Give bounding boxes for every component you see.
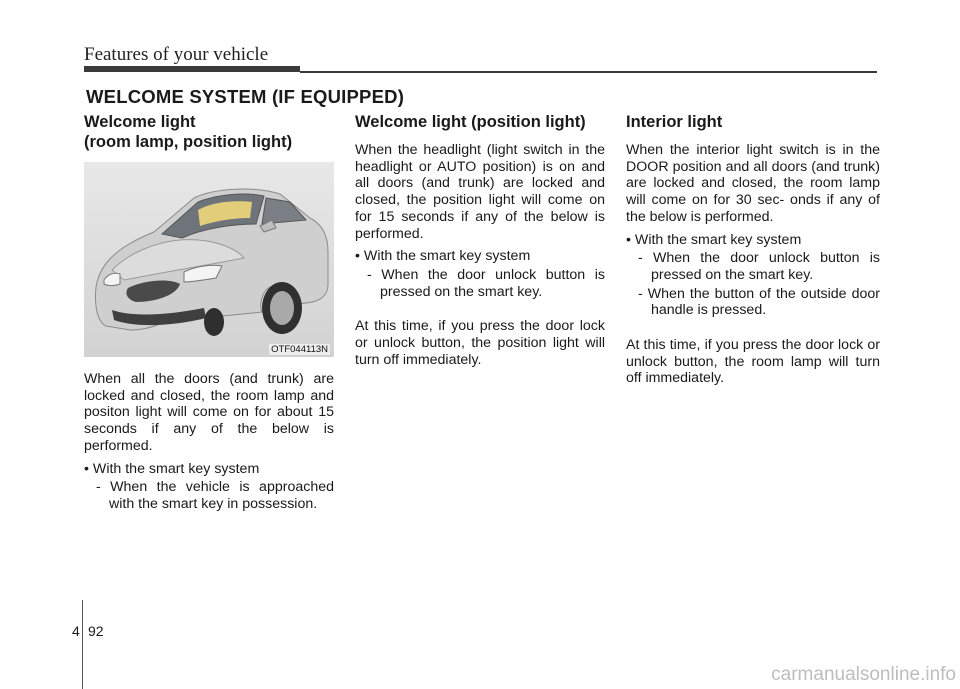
welcome-light-heading-line2: (room lamp, position light) — [84, 133, 293, 151]
position-light-heading: Welcome light (position light) — [355, 113, 586, 131]
bullet-dot: • — [626, 231, 635, 248]
header-rule-thick — [84, 66, 300, 72]
interior-light-sub2: - When the button of the outside door handle is pressed. — [638, 285, 880, 319]
bullet-dot: • — [84, 460, 93, 477]
page-header-title: Features of your vehicle — [84, 44, 269, 65]
position-light-bullet — [355, 248, 605, 265]
welcome-light-heading-line1: Welcome light — [84, 113, 196, 131]
bullet-dot: • — [355, 248, 364, 265]
welcome-light-sub1: - When the vehicle is approached with the smart key in possession. — [96, 479, 334, 512]
chapter-number: 4 — [72, 623, 80, 639]
welcome-light-bullet — [84, 461, 334, 478]
column-position-light — [355, 112, 605, 368]
watermark: carmanualsonline.info — [771, 664, 956, 685]
column-welcome-light — [84, 112, 334, 513]
interior-light-paragraph2: At this time, if you press the door lock or unlock button, the room lamp will turn off immediately. — [626, 337, 880, 387]
header-rule-thin — [300, 71, 877, 73]
interior-light-sub1: - When the door unlock button is pressed on the smart key. — [638, 250, 880, 283]
position-light-paragraph: When the headlight (light switch in the headlight or AUTO position) is on and all doors (and trunk) are locked and closed, the position light will come on for 15 seconds if any of the below is performed. — [355, 142, 605, 242]
welcome-light-heading — [84, 112, 334, 152]
page-number: 92 — [88, 623, 104, 639]
interior-light-heading: Interior light — [626, 113, 723, 131]
welcome-light-paragraph: When all the doors (and trunk) are locked and closed, the room lamp and positon light will come on for about 15 seconds if any of the below is performed. — [84, 371, 334, 454]
interior-light-bullet — [626, 232, 880, 249]
section-heading: WELCOME SYSTEM (IF EQUIPPED) — [86, 86, 405, 107]
car-image — [84, 162, 334, 357]
welcome-light-bullet-text: With the smart key system — [92, 460, 260, 477]
position-light-paragraph2: At this time, if you press the door lock or unlock button, the position light will turn off immediately. — [355, 318, 605, 368]
interior-light-paragraph: When the interior light switch is in the DOOR position and all doors (and trunk) are locked and closed, the room lamp will come on for 30 sec- onds if any of the below is performed. — [626, 142, 880, 225]
column-interior-light — [626, 112, 880, 387]
position-light-bullet-text: With the smart key system — [363, 248, 531, 265]
footer-divider — [82, 600, 83, 689]
figure-caption: OTF044113N — [271, 344, 328, 355]
position-light-sub1: - When the door unlock button is pressed on the smart key. — [367, 266, 605, 300]
interior-light-bullet-text: With the smart key system — [634, 231, 802, 248]
car-illustration — [84, 162, 334, 357]
